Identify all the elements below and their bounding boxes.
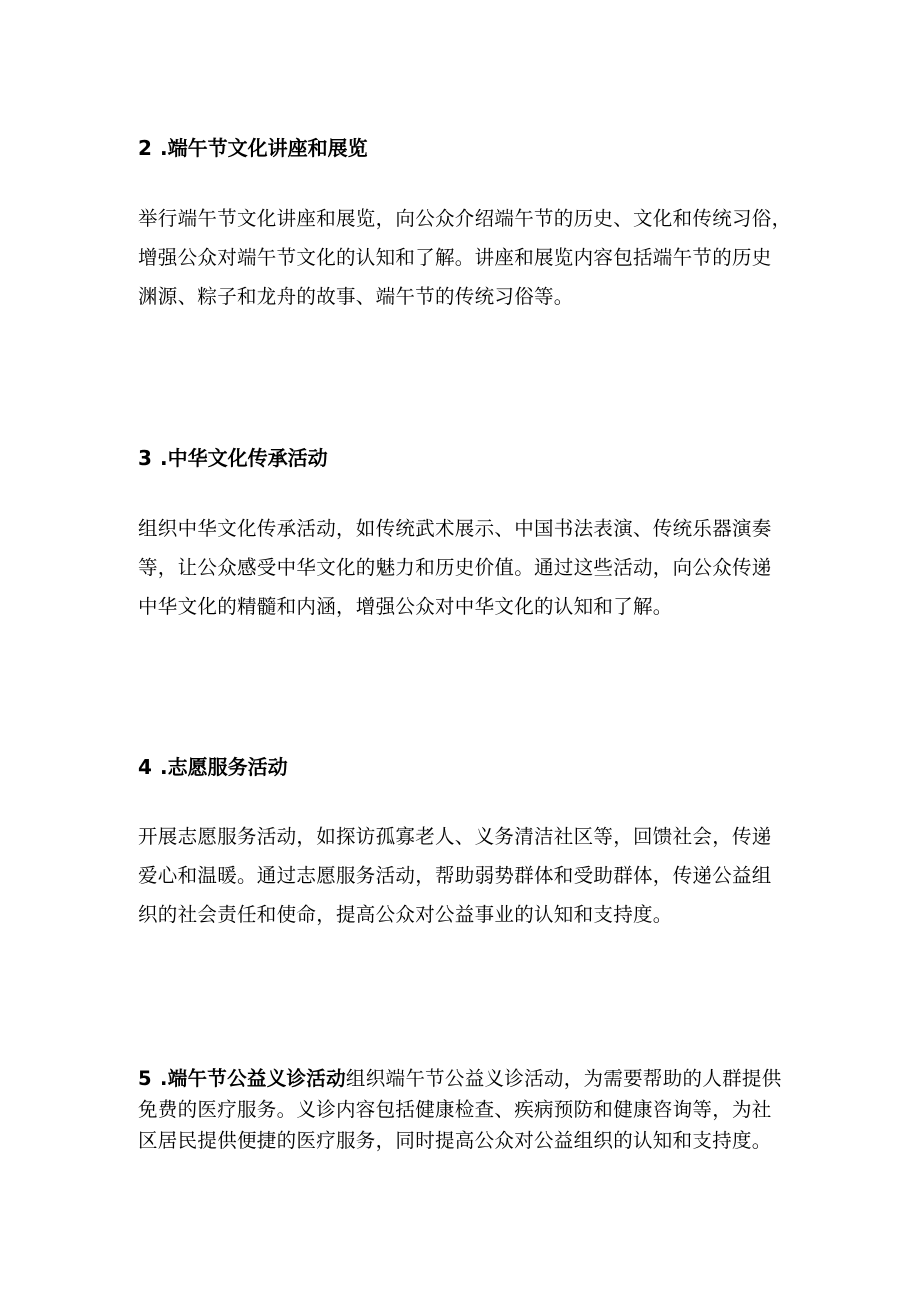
section-3-line-2: 等，让公众感受中华文化的魅力和历史价值。通过这些活动，向公众传递 [138, 556, 772, 579]
section-5-paragraph [138, 1063, 788, 1156]
section-3-paragraph [138, 509, 788, 626]
section-2-line-2: 增强公众对端午节文化的认知和了解。讲座和展览内容包括端午节的历史 [138, 246, 772, 269]
section-3-line-1: 组织中华文化传承活动，如传统武术展示、中国书法表演、传统乐器演奏 [138, 517, 772, 540]
section-5-number: 5 [138, 1067, 152, 1090]
section-2-paragraph [138, 199, 792, 316]
section-5-line-3: 区居民提供便捷的医疗服务，同时提高公众对公益组织的认知和支持度。 [138, 1129, 772, 1152]
section-4-title: .志愿服务活动 [160, 755, 288, 779]
section-3-line-3: 中华文化的精髓和内涵，增强公众对中华文化的认知和了解。 [138, 595, 673, 618]
section-5-line-2: 免费的医疗服务。义诊内容包括健康检查、疾病预防和健康咨询等，为社 [138, 1098, 772, 1121]
section-4-paragraph [138, 817, 788, 934]
section-2-number: 2 [138, 136, 152, 160]
section-5-heading [138, 1067, 346, 1090]
section-2-heading [138, 134, 368, 162]
section-2-line-3: 渊源、粽子和龙舟的故事、端午节的传统习俗等。 [138, 285, 574, 308]
section-5-line-1 [138, 1063, 788, 1094]
section-4-number: 4 [138, 755, 152, 779]
section-3-title: .中华文化传承活动 [160, 446, 328, 470]
section-4-heading [138, 753, 288, 781]
section-2-line-1: 举行端午节文化讲座和展览，向公众介绍端午节的历史、文化和传统习俗， [138, 207, 792, 230]
section-4-line-1: 开展志愿服务活动，如探访孤寡老人、义务清洁社区等，回馈社会，传递 [138, 825, 772, 848]
section-5-first-line-text: 组织端午节公益义诊活动，为需要帮助的人群提供 [345, 1067, 782, 1090]
section-4-line-3: 织的社会责任和使命，提高公众对公益事业的认知和支持度。 [138, 903, 673, 926]
section-4-line-2: 爱心和温暖。通过志愿服务活动，帮助弱势群体和受助群体，传递公益组 [138, 864, 772, 887]
section-5-title: .端午节公益义诊活动 [160, 1067, 346, 1090]
section-3-heading [138, 444, 328, 472]
section-2-title: .端午节文化讲座和展览 [160, 136, 368, 160]
section-3-number: 3 [138, 446, 152, 470]
